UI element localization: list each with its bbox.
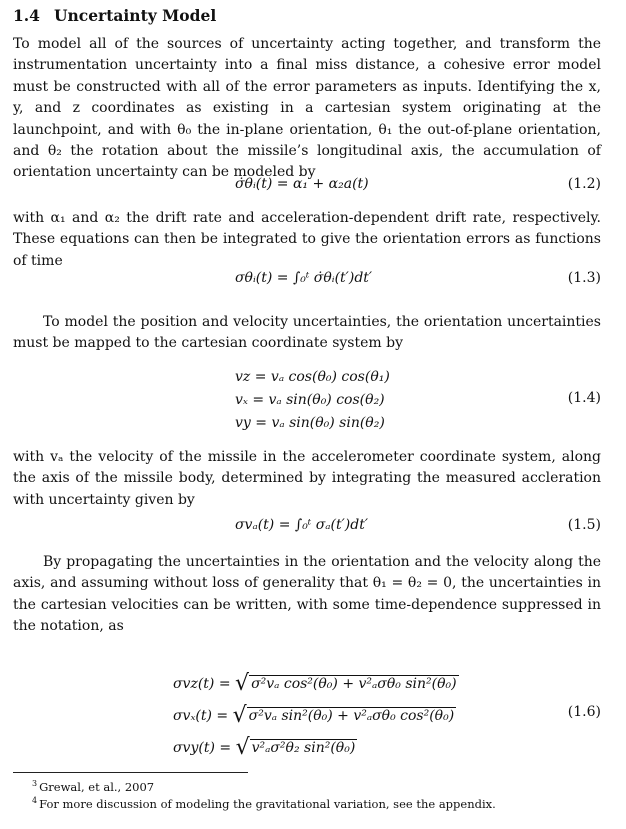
equation-radicand: v²ₐσ²θ₂ sin²(θ₀) xyxy=(251,740,356,756)
paragraph-3: To model the position and velocity uncertainties, the orientation uncertainties must be mapped to the cartesian coordinate system by xyxy=(13,314,601,352)
equation-formula: σθᵢ(t) = ∫₀ᵗ σ̇θᵢ(t′)dt′ xyxy=(235,270,373,286)
sqrt-sign: √ xyxy=(235,735,250,760)
section-number: 1.4 xyxy=(13,6,40,25)
footnote-text: For more discussion of modeling the gravitational variation, see the appendix. xyxy=(39,796,496,811)
footnote-4 xyxy=(32,793,496,812)
equation-1-2 xyxy=(13,176,601,198)
equation-line: vₓ = vₐ sin(θ₀) cos(θ₂) xyxy=(235,392,385,408)
equation-number: (1.5) xyxy=(567,517,601,533)
equation-lhs: σv𝑦(t) = xyxy=(173,740,236,756)
equation-line xyxy=(173,732,459,764)
equation-line: v𝑦 = vₐ sin(θ₀) sin(θ₂) xyxy=(235,415,385,431)
equation-1-6 xyxy=(13,668,601,764)
equation-radicand: σ²vₐ sin²(θ₀) + v²ₐσθ₀ cos²(θ₀) xyxy=(248,708,455,724)
equation-lhs: σvₓ(t) = xyxy=(173,708,233,724)
sqrt-sign: √ xyxy=(235,671,250,696)
equation-radicand: σ²vₐ cos²(θ₀) + v²ₐσθ₀ sin²(θ₀) xyxy=(251,676,457,692)
section-heading xyxy=(13,6,216,25)
equation-1-4 xyxy=(13,366,601,436)
equation-1-3 xyxy=(13,270,601,296)
footnote-divider xyxy=(13,772,248,773)
equation-number: (1.2) xyxy=(567,176,601,192)
footnote-3 xyxy=(32,776,154,795)
equation-line xyxy=(173,668,459,700)
footnote-mark: 4 xyxy=(32,796,38,805)
sqrt-sign: √ xyxy=(232,703,247,728)
equation-formula: σ̇θᵢ(t) = α₁ + α₂a(t) xyxy=(235,176,369,192)
equation-line: v𝑧 = vₐ cos(θ₀) cos(θ₁) xyxy=(235,369,390,385)
section-title: Uncertainty Model xyxy=(53,6,217,25)
equation-number: (1.3) xyxy=(567,270,601,286)
paragraph-2: with α₁ and α₂ the drift rate and acceleration-dependent drift rate, respectively. These equations can then be integrated to give the orientation errors as functions of time xyxy=(13,210,601,269)
footnote-mark: 3 xyxy=(32,779,38,788)
equation-formula: σvₐ(t) = ∫₀ᵗ σₐ(t′)dt′ xyxy=(235,517,369,533)
paragraph-5: By propagating the uncertainties in the orientation and the velocity along the axis, and assuming without loss of generality that θ₁ = θ₂ = 0, the uncertainties in the cartesian velocities can be written, with some time-dependence suppressed in the notation, as xyxy=(13,554,601,635)
paragraph-1: To model all of the sources of uncertainty acting together, and transform the instrumentation uncertainty into a final miss distance, a cohesive error model must be constructed with all of the error parameters as inputs. Identifying the x, y, and z coordinates as existing in a cartesian system originating at the launchpoint, and with θ₀ the in-plane orientation, θ₁ the out-of-plane orientation, and θ₂ the rotation about the missile’s longitudinal axis, the accumulation of orientation uncertainty can be modeled by xyxy=(13,36,601,181)
footnote-text: Grewal, et al., 2007 xyxy=(39,779,155,794)
paragraph-4: with vₐ the velocity of the missile in the accelerometer coordinate system, along the axis of the missile body, determined by integrating the measured accleration with uncertainty given by xyxy=(13,449,601,508)
equation-number: (1.6) xyxy=(567,704,601,720)
equation-line xyxy=(173,700,459,732)
equation-number: (1.4) xyxy=(567,390,601,406)
equation-1-5 xyxy=(13,517,601,543)
equation-lhs: σv𝑧(t) = xyxy=(173,676,236,692)
